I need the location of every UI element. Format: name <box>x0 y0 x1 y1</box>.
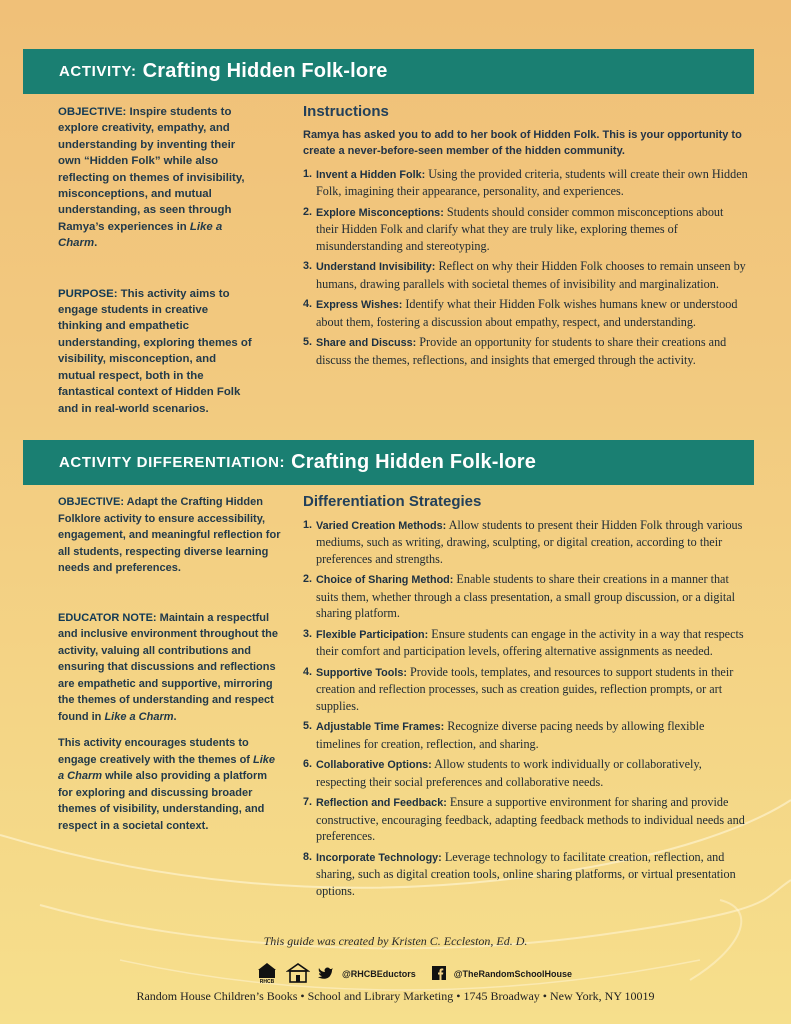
item-body <box>316 756 748 790</box>
item-body <box>316 626 748 660</box>
item-text: Reflect on why their Hidden Folk chooses to remain unseen by humans, drawing parallels with societal themes of invisibility and marginalization. <box>316 259 746 291</box>
item-number: 2. <box>303 573 313 585</box>
item-number: 3. <box>303 260 313 272</box>
item-text: Allow students to work individually or collaboratively, respecting their social preferences and collaborative needs. <box>316 757 702 789</box>
item-title: Flexible Participation: <box>316 628 429 641</box>
item-number: 5. <box>303 720 313 732</box>
item-number: 5. <box>303 336 313 348</box>
purpose-text: This activity aims to engage students in creative thinking and empathetic understanding, exploring themes of visibility, misconception, and mutual respect, both in the fantastical context of Hidden Folk and in real-world scenarios. <box>58 287 252 415</box>
list-item <box>303 258 748 292</box>
activity-banner <box>23 49 754 94</box>
item-body <box>316 204 748 255</box>
item-body <box>316 571 748 622</box>
purpose-label: PURPOSE: <box>58 287 118 300</box>
item-body <box>316 166 748 200</box>
facebook-handle[interactable]: @TheRandomSchoolHouse <box>453 969 573 979</box>
objective-book-title: Like a Charm <box>58 220 223 250</box>
item-text: Provide an opportunity for students to share their creations and discuss the themes, reflections, and insights that emerged through the activity. <box>316 335 727 367</box>
list-item <box>303 756 748 790</box>
objective-label: OBJECTIVE: <box>58 106 127 118</box>
item-number: 1. <box>303 167 313 180</box>
extra-text-a: This activity encourages students to engage creatively with the themes of <box>58 737 250 766</box>
social-bar <box>256 962 572 986</box>
educator-note-label: EDUCATOR NOTE: <box>58 611 157 624</box>
list-item <box>303 166 748 200</box>
list-item <box>303 334 748 368</box>
item-number: 1. <box>303 518 313 531</box>
educator-note-text: Maintain a respectful and inclusive environment throughout the activity, valuing all contributions and ensuring that discussions and reflections are empathetic and supportive, mirroring the themes of understanding and respect found in <box>58 611 279 723</box>
item-text: Provide tools, templates, and resources to support students in their creation and reflection processes, such as creation guides, reflection prompts, or art supplies. <box>316 664 734 713</box>
educator-note-paragraph: EDUCATOR NOTE: Maintain a respectful and inclusive environment throughout the activity, valuing all contributions and ensuring that discussions and reflections are empathetic and supportive, mirroring the themes of understanding and respect found in Like a Charm. <box>58 611 279 723</box>
item-body <box>316 258 748 292</box>
rhcb-logo-text: RHCB <box>259 979 275 984</box>
item-number: 6. <box>303 758 313 770</box>
item-number: 4. <box>303 298 313 310</box>
item-text: Leverage technology to facilitate creation, reflection, and sharing, such as digital creation tools, online sharing platforms, or virtual presentation options. <box>316 849 736 898</box>
strategies-heading: Differentiation Strategies <box>303 493 482 510</box>
strategies-list <box>303 517 748 900</box>
item-title: Choice of Sharing Method: <box>316 574 454 586</box>
list-item <box>303 626 748 660</box>
item-body <box>316 794 748 845</box>
instructions-intro: Ramya has asked you to add to her book of Hidden Folk. This is your opportunity to create a never-before-seen member of the hidden community. <box>303 128 742 157</box>
list-item <box>303 794 748 845</box>
twitter-icon[interactable] <box>318 966 334 982</box>
objective-text: Adapt the Crafting Hidden Folklore activity to ensure accessibility, engagement, and meaningful reflection for all students, respecting diverse learning needs and preferences. <box>58 496 281 574</box>
twitter-handle[interactable]: @RHCBEductors <box>342 969 416 979</box>
item-title: Express Wishes: <box>316 299 403 311</box>
item-text: Ensure a supportive environment for sharing and provide constructive, encouraging feedback, adapting feedback methods to individual needs and preferences. <box>316 795 745 843</box>
item-body <box>316 849 748 900</box>
publisher-address: Random House Children’s Books • School and Library Marketing • 1745 Broadway • New York, NY 10019 <box>136 989 655 1003</box>
item-number: 4. <box>303 665 313 678</box>
instructions-column <box>303 104 748 372</box>
item-title: Explore Misconceptions: <box>316 206 444 219</box>
item-body <box>316 664 748 715</box>
instructions-heading: Instructions <box>303 103 389 120</box>
banner-lead: ACTIVITY DIFFERENTIATION: <box>59 454 286 471</box>
item-number: 7. <box>303 796 313 808</box>
banner-lead: ACTIVITY: <box>59 63 137 80</box>
educator-note-book-title: Like a Charm <box>104 710 174 723</box>
list-item <box>303 517 748 568</box>
schoolhouse-icon[interactable] <box>286 962 310 986</box>
rhcb-logo[interactable] <box>256 962 278 986</box>
item-number: 8. <box>303 850 313 863</box>
item-title: Varied Creation Methods: <box>316 519 447 532</box>
list-item <box>303 204 748 255</box>
item-title: Reflection and Feedback: <box>316 797 447 809</box>
list-item <box>303 296 748 330</box>
banner-title: Crafting Hidden Folk-lore <box>142 60 388 82</box>
extra-text-b: while also providing a platform for exploring and discussing broader themes of visibility, understanding, and respect in a societal context. <box>58 770 268 832</box>
item-text: Recognize diverse pacing needs by allowing flexible timelines for creation, reflection, and sharing. <box>316 719 705 751</box>
item-text: Enable students to share their creations in a manner that suits them, whether through a class presentation, a small group discussion, or a digital sharing platform. <box>316 572 736 620</box>
item-body <box>316 296 748 330</box>
item-text: Using the provided criteria, students will create their own Hidden Folk, imagining their appearance, personality, and experiences. <box>316 166 748 198</box>
purpose-paragraph <box>58 286 254 417</box>
objective-paragraph <box>58 494 282 577</box>
guide-credit: This guide was created by Kristen C. Eccleston, Ed. D. <box>263 934 528 948</box>
extra-book-title: Like a Charm <box>58 753 276 782</box>
differentiation-banner <box>23 440 754 485</box>
item-title: Adjustable Time Frames: <box>316 721 445 733</box>
item-body <box>316 517 748 568</box>
list-item <box>303 718 748 752</box>
item-number: 2. <box>303 205 313 218</box>
item-text: Identify what their Hidden Folk wishes humans knew or understood about them, fostering a discussion about empathy, respect, and understanding. <box>316 297 738 329</box>
item-title: Supportive Tools: <box>316 666 407 679</box>
instructions-list <box>303 166 748 369</box>
item-title: Incorporate Technology: <box>316 851 442 864</box>
facebook-icon[interactable] <box>432 966 446 982</box>
list-item <box>303 664 748 715</box>
banner-title: Crafting Hidden Folk-lore <box>291 451 537 473</box>
item-body <box>316 334 748 368</box>
list-item <box>303 849 748 900</box>
list-item <box>303 571 748 622</box>
item-text: Ensure students can engage in the activity in a way that respects their comfort and participation levels, offering alternative assignments as needed. <box>316 626 744 658</box>
item-title: Understand Invisibility: <box>316 261 436 273</box>
item-body <box>316 718 748 752</box>
item-text: Students should consider common misconceptions about their Hidden Folk and clarify what they are truly like, exploring themes of misunderstanding and stereotyping. <box>316 204 724 253</box>
differentiation-left-column <box>58 494 282 834</box>
extra-paragraph <box>58 735 282 834</box>
item-title: Share and Discuss: <box>316 337 417 349</box>
item-title: Collaborative Options: <box>316 759 432 771</box>
objective-text: Inspire students to explore creativity, empathy, and understanding by inventing their own “Hidden Folk” while also reflecting on themes of invisibility, misconceptions, and mutual understanding, as seen through Ramya’s experiences in <box>58 106 245 233</box>
item-title: Invent a Hidden Folk: <box>316 168 426 181</box>
objective-label: OBJECTIVE: <box>58 496 125 508</box>
activity-left-column <box>58 104 258 417</box>
objective-paragraph: OBJECTIVE: Inspire students to explore creativity, empathy, and understanding by inventing their own “Hidden Folk” while also reflecting on themes of invisibility, misconceptions, and mutual understanding, as seen through Ramya’s experiences in Like a Charm. <box>58 106 245 250</box>
item-number: 3. <box>303 627 313 640</box>
item-text: Allow students to present their Hidden Folk through various mediums, such as writing, drawing, sculpting, or digital creation, according to their preferences and strengths. <box>316 517 743 566</box>
strategies-column <box>303 494 748 903</box>
